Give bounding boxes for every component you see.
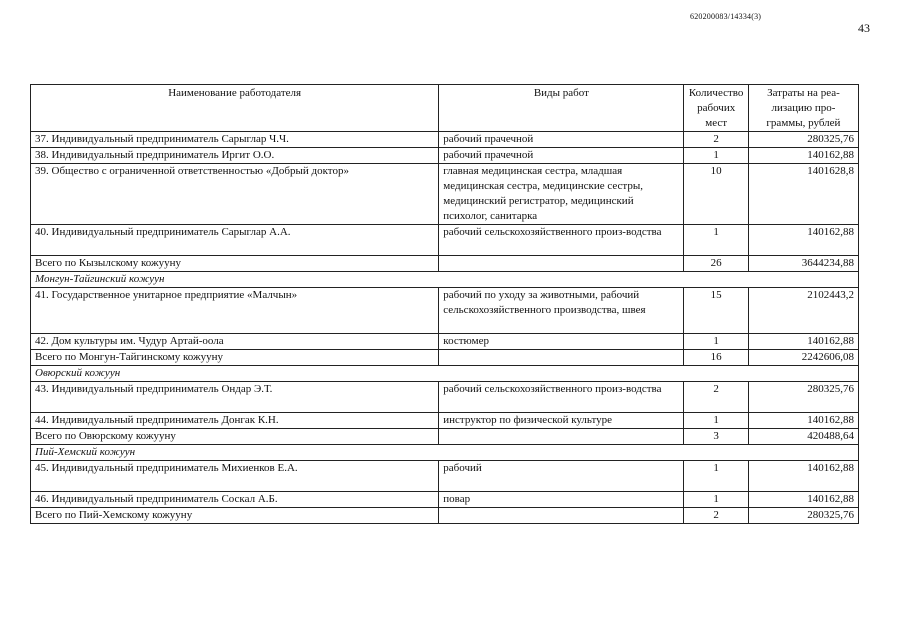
work-type: рабочий по уходу за животными, рабочий сельскохозяйственного производства, швея: [439, 288, 684, 334]
workplaces-count: 1: [684, 148, 748, 164]
program-cost: 280325,76: [748, 132, 858, 148]
subtotal-label: Всего по Пий-Хемскому кожууну: [31, 508, 439, 524]
subtotal-work-empty: [439, 350, 684, 366]
employers-table: [30, 84, 859, 524]
workplaces-count: 1: [684, 413, 748, 429]
table-row: [31, 164, 859, 225]
program-cost: 140162,88: [748, 413, 858, 429]
employer-name: 46. Индивидуальный предприниматель Соскал А.Б.: [31, 492, 439, 508]
subtotal-count: 16: [684, 350, 748, 366]
workplaces-count: 1: [684, 225, 748, 256]
work-type: рабочий прачечной: [439, 132, 684, 148]
subtotal-count: 2: [684, 508, 748, 524]
table-row: [31, 225, 859, 256]
table-row: [31, 382, 859, 413]
program-cost: 280325,76: [748, 382, 858, 413]
workplaces-count: 10: [684, 164, 748, 225]
program-cost: 140162,88: [748, 461, 858, 492]
table-row: [31, 334, 859, 350]
region-name: Овюрский кожуун: [31, 366, 859, 382]
subtotal-count: 26: [684, 256, 748, 272]
work-type: инструктор по физической культуре: [439, 413, 684, 429]
workplaces-count: 1: [684, 461, 748, 492]
employer-name: 37. Индивидуальный предприниматель Сарыглар Ч.Ч.: [31, 132, 439, 148]
subtotal-count: 3: [684, 429, 748, 445]
program-cost: 140162,88: [748, 334, 858, 350]
region-header-row: [31, 272, 859, 288]
employer-name: 44. Индивидуальный предприниматель Донгак К.Н.: [31, 413, 439, 429]
subtotal-row: [31, 429, 859, 445]
subtotal-cost: 2242606,08: [748, 350, 858, 366]
table-row: [31, 461, 859, 492]
header-program-cost: Затраты на реа-лизацию про-граммы, рублей: [748, 85, 858, 132]
region-name: Пий-Хемский кожуун: [31, 445, 859, 461]
subtotal-row: [31, 508, 859, 524]
work-type: повар: [439, 492, 684, 508]
employer-name: 45. Индивидуальный предприниматель Михиенков Е.А.: [31, 461, 439, 492]
subtotal-cost: 420488,64: [748, 429, 858, 445]
subtotal-cost: 3644234,88: [748, 256, 858, 272]
subtotal-row: [31, 256, 859, 272]
workplaces-count: 2: [684, 132, 748, 148]
header-work-types: Виды работ: [439, 85, 684, 132]
region-name: Монгун-Тайгинский кожуун: [31, 272, 859, 288]
header-workplaces-count: Количество рабочих мест: [684, 85, 748, 132]
work-type: костюмер: [439, 334, 684, 350]
region-header-row: [31, 445, 859, 461]
program-cost: 1401628,8: [748, 164, 858, 225]
subtotal-label: Всего по Овюрскому кожууну: [31, 429, 439, 445]
subtotal-work-empty: [439, 508, 684, 524]
work-type: главная медицинская сестра, младшая медицинская сестра, медицинские сестры, медицинский регистратор, медицинский психолог, санитарка: [439, 164, 684, 225]
program-cost: 140162,88: [748, 148, 858, 164]
workplaces-count: 1: [684, 492, 748, 508]
header-employer: Наименование работодателя: [31, 85, 439, 132]
table-row: [31, 132, 859, 148]
employer-name: 41. Государственное унитарное предприятие «Малчын»: [31, 288, 439, 334]
table-row: [31, 288, 859, 334]
table-row: [31, 413, 859, 429]
subtotal-cost: 280325,76: [748, 508, 858, 524]
subtotal-work-empty: [439, 429, 684, 445]
employer-name: 38. Индивидуальный предприниматель Иргит О.О.: [31, 148, 439, 164]
table-header-row: [31, 85, 859, 132]
work-type: рабочий: [439, 461, 684, 492]
work-type: рабочий прачечной: [439, 148, 684, 164]
subtotal-label: Всего по Кызылскому кожууну: [31, 256, 439, 272]
subtotal-work-empty: [439, 256, 684, 272]
workplaces-count: 15: [684, 288, 748, 334]
program-cost: 140162,88: [748, 225, 858, 256]
table-row: [31, 148, 859, 164]
work-type: рабочий сельскохозяйственного произ-водства: [439, 225, 684, 256]
document-code: 620200083/14334(3): [690, 12, 762, 21]
employer-name: 40. Индивидуальный предприниматель Сарыглар А.А.: [31, 225, 439, 256]
workplaces-count: 1: [684, 334, 748, 350]
employer-name: 39. Общество с ограниченной ответственностью «Добрый доктор»: [31, 164, 439, 225]
table-row: [31, 492, 859, 508]
program-cost: 140162,88: [748, 492, 858, 508]
workplaces-count: 2: [684, 382, 748, 413]
program-cost: 2102443,2: [748, 288, 858, 334]
subtotal-row: [31, 350, 859, 366]
region-header-row: [31, 366, 859, 382]
employer-name: 42. Дом культуры им. Чудур Артай-оола: [31, 334, 439, 350]
subtotal-label: Всего по Монгун-Тайгинскому кожууну: [31, 350, 439, 366]
work-type: рабочий сельскохозяйственного произ-водства: [439, 382, 684, 413]
employer-name: 43. Индивидуальный предприниматель Ондар Э.Т.: [31, 382, 439, 413]
page-number: 43: [858, 21, 870, 35]
